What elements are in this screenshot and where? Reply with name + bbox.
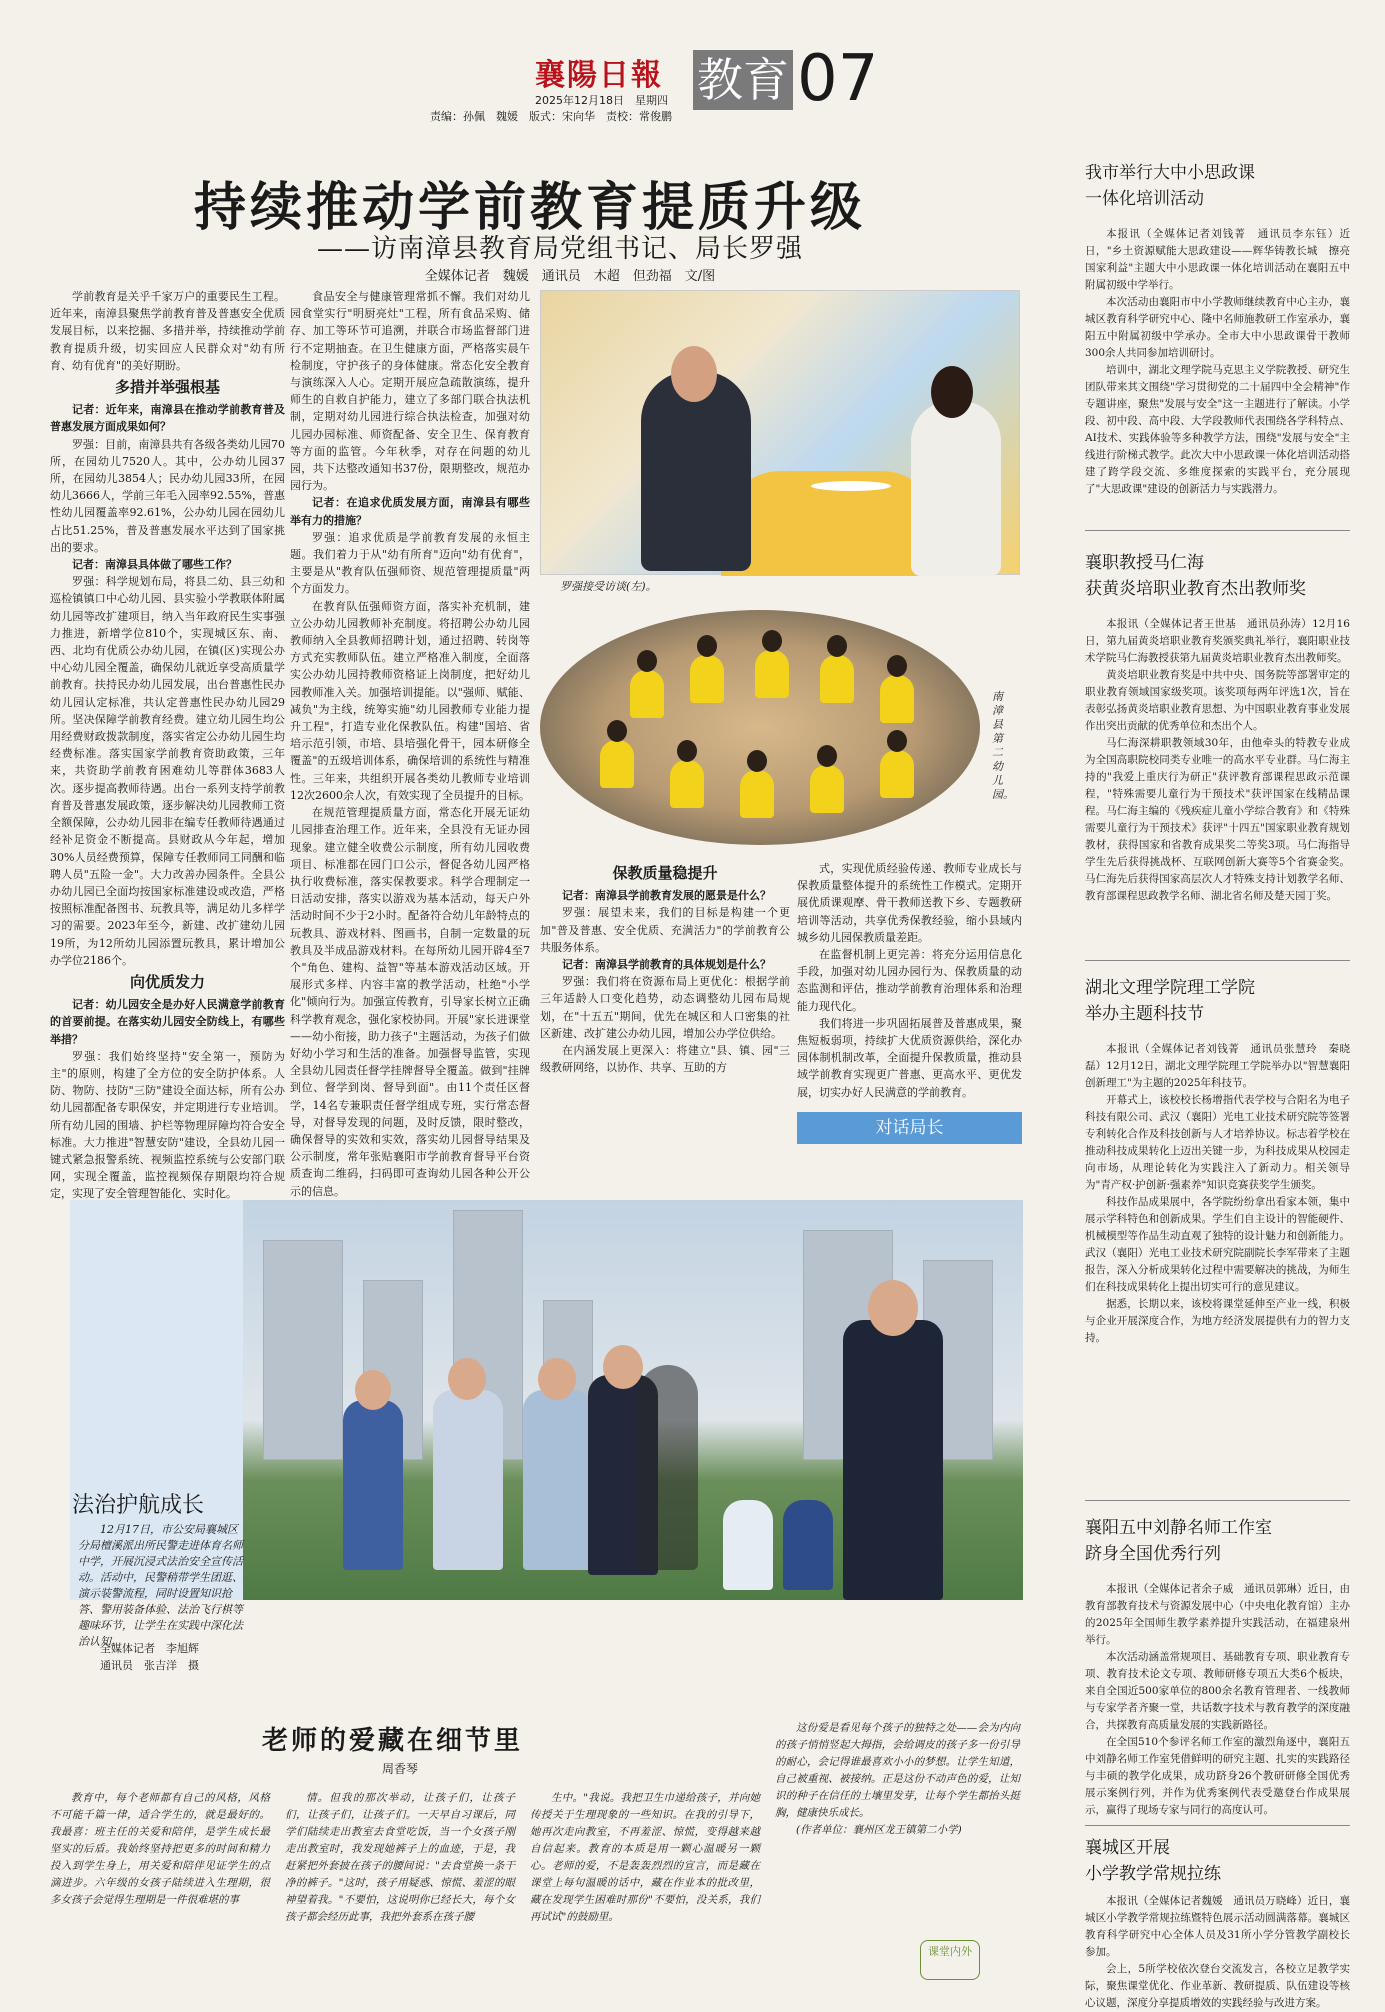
brief-paragraph: 本报讯（全媒体记者王世基 通讯员孙涛）12月16日，第九届黄炎培职业教育奖颁奖典礼举行，襄阳职业技术学院马仁海教授获第九届黄炎培职业教育杰出教师奖。 [1085,618,1350,664]
divider [1085,1500,1350,1501]
photo-child [880,750,914,798]
divider [1085,960,1350,961]
photo-feature-title: 法治护航成长 [72,1493,205,1518]
lead-column-3 [540,860,790,1076]
kindergarten-photo [540,610,980,845]
paper-name: 襄陽日報 [535,58,663,93]
brief-headline [1085,1515,1350,1567]
divider [1085,1825,1350,1826]
section-heading: 保教质量稳提升 [612,864,718,882]
brief-headline-line: 襄城区开展 [1085,1838,1170,1858]
photo-student [343,1400,403,1570]
article-paragraph: 在规范管理提质量方面，常态化开展无证幼儿园排查治理工作。近年来，全县没有无证办园现象。建立健全收费公示制度，所有幼儿园收费项目、标准都在园门口公示，督促各幼儿园严格执行收费标准，落实保教要求。科学合理制定一日活动安排，落实以游戏为基本活动，每天户外活动时间不少于2小时。配备符合幼儿年龄特点的玩教具、游戏材料、图画书，自制一定数量的玩教具及半成品游戏材料。在每所幼儿园开辟4至7个"角色、建构、益智"等基本游戏活动区域。开展形式多样、内容丰富的教学活动，杜绝"小学化"倾向行为。加强宣传教育，引导家长树立正确科学教育观念，强化家校协同。开展"家长进课堂——幼小衔接，助力孩子"主题活动，为孩子们做好幼小学习和生活的准备。加强督导监管，实现全县幼儿园责任督学挂牌督导全覆盖。做到"挂牌到位、督学到岗、督导到面"。由11个责任区督学，14名专兼职责任督学组成专班，实行常态督导，对督导发现的问题，及时反馈，限时整改，确保督导的实效和实效，落实幼儿园督导结果及公示制度，常年张贴襄阳市学前教育督导平台资质查询二维码，扫码即可查询幼儿园各种公开公示的信息。 [290,806,530,1198]
essay-paragraph: 情。但我的那次举动，让孩子们，让孩子们，让孩子们，让孩子们。一天早自习课后，同学们陆续走出教室去食堂吃饭，当一个女孩子刚走出教室时，我发现她裤子上的血迹，于是，我赶紧把外套披在孩子的腰间说："去食堂换一条干净的裤子。"这时，孩子用疑惑、惊慌、羞涩的眼神望着我。"不要怕，这说明你已经长大，每个女孩子都会经历此事，我把外套系在孩子腰 [285,1792,515,1923]
law-education-photo [243,1200,1023,1600]
brief-paragraph: 本次活动由襄阳市中小学教师继续教育中心主办，襄城区教育科学研究中心、隆中名师施教研工作室承办，襄阳五中附属初级中学承办。全市大中小思政课骨干教师300余人共同参加培训研讨。 [1085,296,1350,359]
photo-child [755,650,789,698]
article-paragraph: 罗强：我们始终坚持"安全第一，预防为主"的原则，构建了全方位的安全防护体系。人防、物防、技防"三防"建设全面达标，所有公办幼儿园都配备专职保安，并定期进行专业培训。所有幼儿园的围墙、护栏等物理屏障均符合安全标准。大力推进"智慧安防"建设，全县幼儿园一键式紧急报警系统、视频监控系统与公安部门联网，实现全覆盖，监控视频保存期限均符合规定，实现了安全管理智能化、实时化。 [50,1049,285,1201]
brief-paragraph: 本报讯（全媒体记者魏媛 通讯员万晓峰）近日，襄城区小学教学常规拉练暨特色展示活动圆满落幕。襄城区教育科学研究中心全体人员及31所小学分管教学副校长参加。 [1085,1895,1350,1958]
column-stamp: 课堂内外 [920,1940,980,1980]
brief-headline-line: 我市举行大中小思政课 [1085,163,1255,183]
photo-child [810,765,844,813]
photo-student-head [538,1358,576,1400]
photo-feature-credits [100,1640,250,1674]
brief-headline [1085,550,1350,602]
article-paragraph: 在内涵发展上更深入：将建立"县、镇、园"三级教研网络，以协作、共享、互助的方 [540,1044,790,1075]
photo-student-head [355,1370,391,1410]
brief-2 [1085,550,1350,905]
photo-student [723,1500,773,1590]
interview-photo-caption: 罗强接受访谈(左)。 [560,580,657,593]
photo-feature-text: 12月17日，市公安局襄城区分局檀溪派出所民警走进体育名师中学，开展沉浸式法治安全宣传活动。活动中，民警稍带学生团逛、演示装警流程，同时设置知识抢答、警用装备体验、法治飞行棋等趣味环节，让学生在实践中深化法治认知。 [78,1523,243,1648]
brief-headline-line: 一体化培训活动 [1085,189,1204,209]
photo-officer-head [603,1345,643,1389]
photo-building [263,1240,343,1460]
photo-student [433,1390,503,1570]
lead-column-1 [50,288,285,1203]
brief-headline-line: 跻身全国优秀行列 [1085,1544,1221,1564]
lead-column-2 [290,288,530,1200]
brief-headline [1085,160,1350,212]
divider [1085,530,1350,531]
essay-paragraph: 生中。"我说。我把卫生巾递给孩子，并向她传授关于生理现象的一些知识。在我的引导下，她再次走向教室，不再羞涩、惊慌，变得越来越自信起来。教育的本质是用一颗心温暖另一颗心。老师的爱，不是轰轰烈烈的宣言，而是藏在课堂上每句温暖的话中，藏在作业本的批改里，藏在发现学生困难时那份"不要怕，没关系，我们再试试"的鼓励里。 [530,1792,760,1923]
brief-1 [1085,160,1350,498]
brief-paragraph: 在全国510个参评名师工作室的激烈角逐中，襄阳五中刘静名师工作室凭借鲜明的研究主题、扎实的实践路径与丰硕的教学化成果，成功跻身26个教研研修全国优秀展示案例行列，并作为优秀案例代表受邀登台作成果展示，赢得了现场专家与同行的高度认可。 [1085,1736,1350,1816]
photo-feature-credit: 通讯员 张吉洋 摄 [100,1659,199,1672]
issue-date: 2025年12月18日 星期四 [535,94,668,107]
photo-child [630,670,664,718]
section-name: 教育 [693,50,793,110]
brief-headline-line: 襄阳五中刘静名师工作室 [1085,1518,1272,1538]
brief-paragraph: 会上，5所学校依次登台交流发言，各校立足教学实际，聚焦课堂优化、作业革新、教研提质、队伍建设等核心议题，深度分享提质增效的实践经验与改进方案。 [1085,1963,1350,2009]
brief-headline-line: 获黄炎培职业教育杰出教师奖 [1085,579,1306,599]
photo-child [600,740,634,788]
interview-question: 记者：在追求优质发展方面，南漳县有哪些举有力的措施？ [290,496,530,527]
article-paragraph: 罗强：我们将在资源布局上更优化：根据学前三年适龄人口变化趋势，动态调整幼儿园布局规划，在"十五五"期间，优先在城区和人口密集的社区新建、改扩建公办幼儿园，增加公办学位供给。 [540,975,790,1040]
brief-body [1085,1581,1350,1819]
photo-interviewee-head [671,346,717,402]
lead-column-4 [797,860,1022,1101]
article-paragraph: 罗强：目前，南漳县共有各级各类幼儿园70所，在园幼儿7520人。其中，公办幼儿园37所，在园幼儿3854人；民办幼儿园33所，在园幼儿3666人，学前三年毛入园率92.55%，普惠性幼儿园覆盖率92.61%，公办幼儿园在园幼儿占比51.25%，普及普惠发展水平达到了国家挑出的要求。 [50,437,285,554]
photo-feature-credit: 全媒体记者 李旭辉 [100,1642,199,1655]
essay-paragraph: 教育中，每个老师都有自己的风格，风格不可能千篇一律，适合学生的，就是最好的。我最喜：班主任的关爱和陪伴，是学生成长最坚实的后盾。我始终坚持把更多的时间和精力投入到学生身上，用关爱和陪伴见证学生的点滴进步。六年级的女孩子陆续进入生理期，很多女孩子会觉得生理期是一件很难堪的事 [50,1792,270,1906]
essay-title: 老师的爱藏在细节里 [262,1726,524,1756]
brief-paragraph: 本报讯（全媒体记者余子威 通讯员郭琳）近日，由教育部教育技术与资源发展中心（中央电化教育馆）主办的2025年全国师生教学素养提升实践活动，在福建泉州举行。 [1085,1583,1350,1646]
essay-column-3 [530,1790,760,1926]
brief-body [1085,1893,1350,2012]
kindergarten-photo-caption: 南漳县第二幼儿园。 [992,690,1014,801]
brief-headline-line: 襄职教授马仁海 [1085,553,1204,573]
riot-shield [638,1365,698,1570]
article-paragraph: 学前教育是关乎千家万户的重要民生工程。近年来，南漳县聚焦学前教育普及普惠安全优质发展目标，以来挖掘、多措并举，持续推动学前教育提质升级，切实回应人民群众对"幼有所育、幼有优育"的美好期盼。 [50,290,285,372]
brief-paragraph: 本报讯（全媒体记者刘钱菁 通讯员李东钰）近日，"乡土资源赋能大思政建设——辉华铸教长城 擦亮国家利益"主题大中小思政课一体化培训活动在襄阳五中附属初级中学举行。 [1085,228,1350,291]
photo-officer-head [868,1280,918,1336]
brief-body [1085,1041,1361,1347]
brief-headline-line: 举办主题科技节 [1085,1004,1204,1024]
interview-question: 记者：南漳县学前教育的具体规划是什么？ [562,958,771,972]
article-paragraph: 罗强：科学规划布局，将县二幼、县三幼和巡检镇镇口中心幼儿园、县实验小学教联体附属幼儿园等改扩建项目，纳入当年政府民生实事强力推进，新增学位810个，实现城区东、南、西、北均有优质公办幼儿园，在镇(区)实现公办中心幼儿园全覆盖，确保幼儿就近享受高质量学前教育。扶持民办幼儿园发展，出台普惠性民办幼儿园认定标准，共认定普惠性民办幼儿园29所。坚决保障学前教育经费。建立幼儿园生均公用经费财政拨款制度，落实省定公办幼儿园生均经费标准。落实国家学前教育资助政策，三年来，共资助学前教育困难幼儿等群体3683人次。逐步提高教师待遇。出台一系列支持学前教育普及普惠发展政策，逐步解决幼儿园教师工资全额保障，公办幼儿园非在编专任教师待遇通过经补足资金不断提高。县财政从今年起，增加30%人员经费预算，保障专任教师同工同酬和临聘人员"五险一金"。大力改善办园条件。全县公办幼儿园已全面均按国家标准建设或改造，严格按照标准配备图书、玩教具等，满足幼儿多样学习的需要。2023年至今，新建、改扩建幼儿园19所，为12所幼儿园添置玩教具，累计增加公办学位2186个。 [50,575,285,967]
photo-officer [843,1320,943,1600]
lead-byline: 全媒体记者 魏媛 通讯员 木超 但劲福 文/图 [424,269,716,284]
brief-5 [1085,1835,1350,2012]
photo-table [811,481,891,491]
photo-student-head [448,1358,486,1400]
article-paragraph: 食品安全与健康管理常抓不懈。我们对幼儿园食堂实行"明厨亮灶"工程，所有食品采购、储存、加工等环节可追溯，并联合市场监督部门进行不定期抽查。在卫生健康方面，严格落实晨午检制度，守护孩子的身体健康。常态化安全教育与演练深入人心。定期开展应急疏散演练，提升师生的自救自护能力，建立了多部门联合执法机制，定期对幼儿园进行综合执法检查，加强对幼儿园办园标准、师资配备、安全卫生、保育教育等方面的监管。今年秋季，对存在问题的幼儿园，共下达整改通知书37份，限期整改，规范办园行为。 [290,290,530,493]
brief-paragraph: 本次活动涵盖常规项目、基础教育专项、职业教育专项、教育技术论文专项、教师研修专项五大类6个板块，来自全国近500家单位的800余名教育管理者、一线教师与专家学者齐聚一堂，共话数字技术与教育教学的深度融合，共探教育高质量发展的实践新路径。 [1085,1651,1350,1731]
brief-headline-line: 湖北文理学院理工学院 [1085,978,1255,998]
essay-author-note: (作者单位：襄州区龙王镇第二小学) [796,1824,962,1836]
photo-interviewer [911,401,1001,576]
lead-title: 持续推动学前教育提质升级 [193,178,866,238]
essay-paragraph: 这份爱是看见每个孩子的独特之处——会为内向的孩子悄悄竖起大拇指，会给调皮的孩子多一份引导的耐心，会记得谁最喜欢小小的梦想。让学生知道，自己被重视、被接纳。正是这份不动声色的爱，让知识的种子在信任的土壤里发芽，让每个学生都抬头挺胸，健康快乐成长。 [775,1722,1020,1819]
interview-question: 记者：南漳县学前教育发展的愿景是什么？ [562,889,771,903]
brief-paragraph: 本报讯（全媒体记者刘钱菁 通讯员张慧玲 秦晓磊）12月12日，湖北文理学院理工学院举办以"智慧襄阳 创新理工"为主题的2025年科技节。 [1085,1043,1361,1089]
essay-author: 周香琴 [382,1762,419,1776]
photo-child [740,770,774,818]
brief-paragraph: 据悉，长期以来，该校将课堂延伸至产业一线，积极与企业开展深度合作，为地方经济发展提供有力的智力支持。 [1085,1298,1350,1344]
brief-paragraph: 黄炎培职业教育奖是中共中央、国务院等部署审定的职业教育领域国家级奖项。该奖项每两年评选1次，旨在表彰弘扬黄炎培职业教育思想、为中国职业教育事业发展作出突出贡献的优秀单位和杰出个人。 [1085,669,1350,732]
section-heading: 向优质发力 [129,972,205,991]
brief-paragraph: 科技作品成果展中，各学院纷纷拿出看家本领，集中展示学科特色和创新成果。学生们自主设计的智能硬件、机械模型等作品生动直观了独特的设计魅力和创新能力。武汉（襄阳）光电工业技术研究院副院长李军带来了主题报告，深入分析成果转化过程中需要解决的挑战，为师生们在科技成果转化上提出切实可行的意见建议。 [1085,1196,1350,1293]
essay-column-1 [50,1790,270,1909]
brief-headline-line: 小学教学常规拉练 [1085,1864,1221,1884]
brief-3 [1085,975,1361,1347]
brief-4 [1085,1515,1350,1819]
section-heading: 多措并举强根基 [114,378,220,397]
essay-column-4 [775,1720,1020,1839]
brief-headline [1085,975,1350,1027]
photo-child [820,655,854,703]
photo-student [523,1390,593,1570]
article-paragraph: 罗强：追求优质是学前教育发展的永恒主题。我们着力于从"幼有所育"迈向"幼有优育"，主要是从"教育队伍强师资、规范管理提质量"两个方面发力。 [290,530,530,596]
brief-headline [1085,1835,1350,1887]
photo-child [690,655,724,703]
photo-interviewer-head [931,366,973,418]
brief-paragraph: 马仁海深耕职教领域30年，由他牵头的特教专业成为全国高职院校同类专业唯一的高水平专业群。马仁海主持的"我爱上重庆行为研正"获评教育部课程思政示范课程，"特殊需要儿童行为干预技术"获评国家在线精品课程。马仁海主编的《残疾症儿童小学综合教育》和《特殊需要儿童行为干预技术》获评"十四五"国家职业教育规划教材，获得国家和省教育成果奖二等奖3项。马仁海指导学生先后获得挑战杯、互联网创新大赛等5个省赛金奖。马仁海先后获得国家高层次人才特殊支持计划教学名师、教育部课程思政教学名师、湖北省名师及楚天园丁奖。 [1085,737,1350,902]
brief-paragraph: 开幕式上，该校校长杨增指代表学校与合阳名为电子科技有限公司、武汉（襄阳）光电工业技术研究院等签署专利转化合作及科技创新与人才培养协议。标志着学校在推动科技成果转化上迈出关键一步，为科技成果从校园走向市场，从理论转化为实践注入了新动力。相关领导为"青产权·护创新·强素养"知识竞赛获奖学生颁奖。 [1085,1094,1350,1191]
brief-body [1085,616,1350,905]
article-paragraph: 式，实现优质经验传递、教师专业成长与保教质量整体提升的系统性工作模式。定期开展优质课观摩、骨干教师送教下乡、专题教研培训等活动，共享优秀保教经验，缩小县域内城乡幼儿园保教质量差距。 [797,862,1022,944]
interview-question: 记者：南漳县具体做了哪些工作？ [72,558,237,572]
photo-child [880,675,914,723]
photo-student [783,1500,833,1590]
article-paragraph: 在监督机制上更完善：将充分运用信息化手段，加强对幼儿园办园行为、保教质量的动态监测和评估，推动学前教育治理体系和治理能力现代化。 [797,948,1022,1013]
editors-line: 责编：孙佩 魏媛 版式：宋向华 责校：常俊鹏 [430,110,672,123]
article-paragraph: 我们将进一步巩固拓展普及普惠成果，聚焦短板弱项，持续扩大优质资源供给，深化办园体制机制改革，全面提升保教质量，推动县域学前教育实现更广普惠、更高水平、更优发展，切实办好人民满意的学前教育。 [797,1016,1022,1099]
essay-column-2 [285,1790,515,1926]
brief-paragraph: 培训中，湖北文理学院马克思主义学院教授、研究生团队带来其文围绕"学习贯彻党的二十届四中全会精神"作专题讲座，聚焦"发展与安全"这一主题进行了解读。小学段、初中段、高中段、大学段教师代表围绕各学科特点、AI技术、实践体验等多种教学方法，围绕"发展与安全"主线进行阶梯式教学。此次大中小思政课一体化培训活动搭建了跨学段交流、多维度探索的实践平台，充分展现了"大思政课"建设的创新活力与实践潜力。 [1085,364,1350,495]
lead-subtitle: ——访南漳县教育局党组书记、局长罗强 [316,234,803,264]
interview-photo [540,290,1020,575]
masthead [430,42,965,123]
interview-question: 记者：近年来，南漳县在推动学前教育普及普惠发展方面成果如何？ [50,403,285,434]
photo-child [670,760,704,808]
brief-body [1085,226,1350,498]
column-label: 对话局长 [797,1112,1022,1144]
interview-question: 记者：幼儿园安全是办好人民满意学前教育的首要前提。在落实幼儿园安全防线上，有哪些举措？ [50,998,285,1046]
page-number: 07 [797,42,879,116]
article-paragraph: 在教育队伍强师资方面，落实补充机制，建立公办幼儿园教师补充制度。将招聘公办幼儿园教师纳入全县教师招聘计划，通过招聘、转岗等方式充实教师队伍。建立严格准入制度，全面落实公办幼儿园持教师资格证上岗制度，把好幼儿园教师准入关。加强培训提能。以"强师、赋能、减负"为主线，统筹实施"幼儿园教师专业能力提升工程"，打造专业化保教队伍。构建"国培、省培示范引领，市培、县培强化骨干，园本研修全覆盖"的五级培训体系，确保培训的系统性与精准性。三年来，共组织开展各类幼儿教师专业培训12次2600余人次，有效实现了全员提升的目标。 [290,599,530,802]
article-paragraph: 罗强：展望未来，我们的目标是构建一个更加"普及普惠、安全优质、充满活力"的学前教育公共服务体系。 [540,906,790,954]
